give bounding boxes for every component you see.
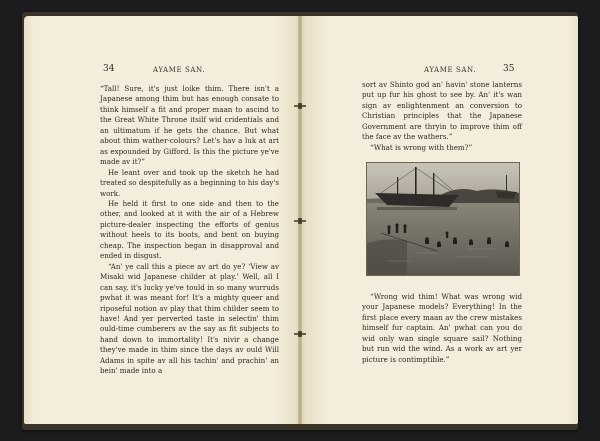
paragraph: He leant over and took up the sketch he had treated so despitefully as a beginning to his day's work.: [100, 167, 279, 198]
binding-stitch: [294, 105, 306, 107]
right-running-head: AYAME SAN.: [424, 66, 477, 74]
harbor-scene-illustration: [367, 163, 519, 275]
binding-stitch: [294, 220, 306, 222]
right-page-number: 35: [503, 64, 515, 74]
left-running-head: AYAME SAN.: [153, 66, 206, 74]
left-page-number: 34: [103, 64, 115, 74]
harbor-photograph: [366, 162, 520, 276]
paragraph: “What is wrong with them?”: [370, 142, 473, 152]
paragraph: “Tall! Sure, it's just loike thim. There isn't a Japanese among thim but has enough consate to think himself a fit and proper maan to ascind to the Great White Throne itsilf wid cridentials and an ultimatum if he gets the chance. But what about thim wather-colours? Let's hav a luk at art as expounded by Gifford. Is this the picture ye've made av it?”: [100, 84, 279, 167]
paragraph: He held it first to one side and then to the other, and looked at it with the air of a Hebrew picture-dealer inspecting the efforts of genius without heels to its boots, and bent on buying cheap. The inspection began in disapproval and ended in disgust.: [100, 198, 279, 261]
left-page-text: [100, 84, 279, 377]
paragraph: “An' ye call this a piece av art do ye? ‘View av Misaki wid Japanese childer at play.’ Well, all I can say, it's lucky ye've tould in so many wurruds pwhat it was meant for! It's a mighty queer and riposeful notion av play that thim childer seem to have! And yer perverted taste in selectin' thim ould-time cumberers av the say as fit subjects to hand down to immortality! It's nivir a change they've made in thim since the days av ould Will Adams in spite av all his tachin' and prachin' an bein' made into a: [100, 261, 279, 376]
paragraph: sort av Shinto god an' havin' stone lanterns put up fur his ghost to see by. An' it's wan sign av enlightenment an conversion to Christian principles that the Japanese Government are thryin to improve thim off the face av the wathers.”: [362, 80, 522, 142]
right-page-bottom-text: [362, 292, 522, 365]
binding-stitch: [294, 333, 306, 335]
right-page-top-text: [362, 80, 522, 153]
paragraph: “Wrong wid thim! What was wrong wid your Japanese models? Everything! In the first place every maan av the crew mistakes himself fur captain. An' pwhat can you do wid only wan single square sail? Nothing but run wid the wind. As a work av art yer picture is contimptible.”: [362, 292, 522, 364]
